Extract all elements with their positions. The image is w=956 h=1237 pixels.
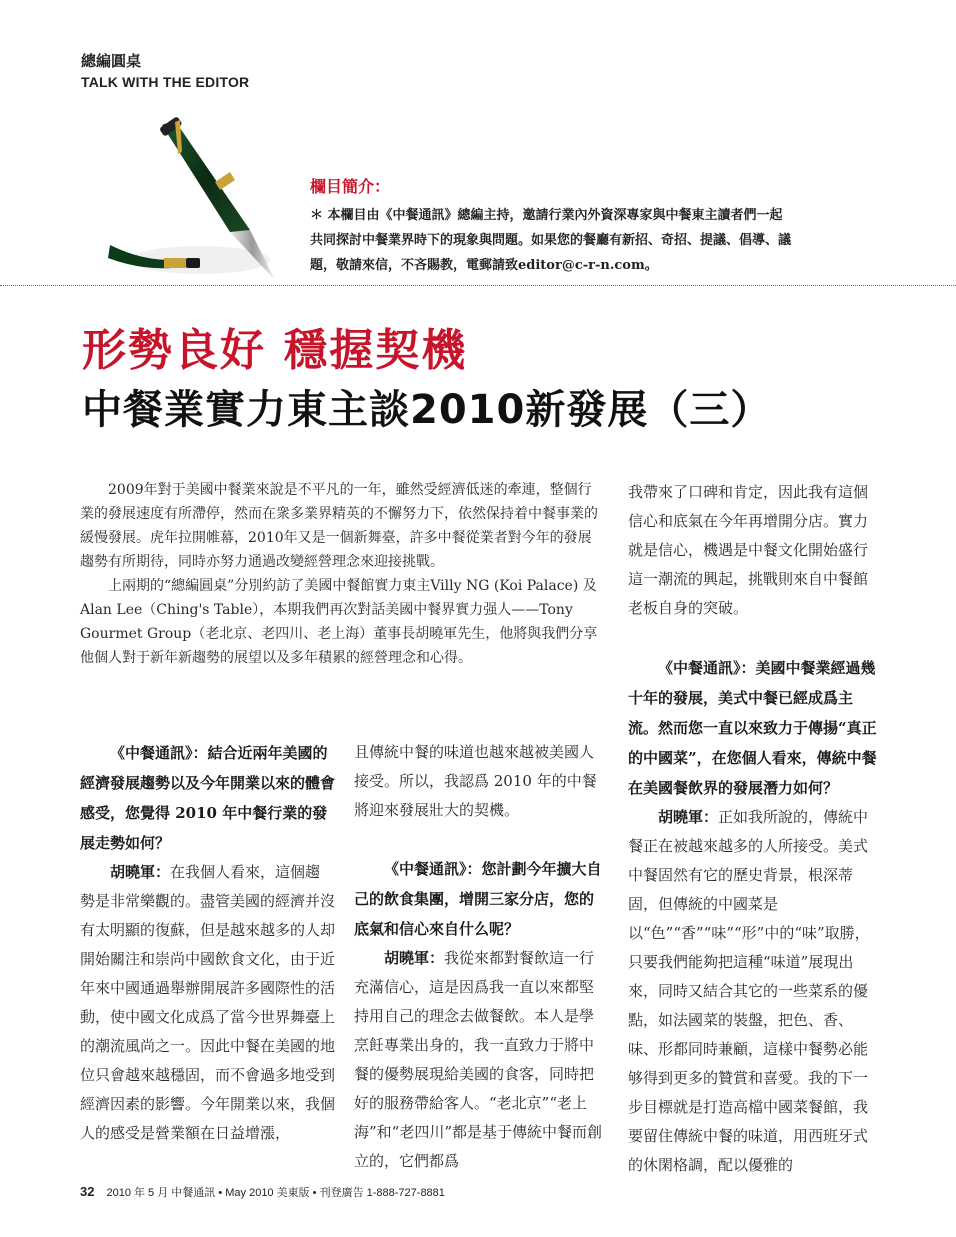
intro-heading: 欄目簡介： [310, 177, 391, 196]
answer-2 [354, 944, 604, 1176]
speaker-name: 胡曉軍： [658, 808, 719, 826]
answer-1-text: 在我個人看來，這個趨勢是非常樂觀的。盡管美國的經濟并沒有太明顯的復蘇，但是越來越多的人却開始關注和崇尚中國飲食文化，由于近年來中國通過舉辦開展許多國際性的活動，使中國文化成爲了當今世界舞臺上的潮流風尚之一。因此中餐在美國的地位只會越來越穩固，而不會過多地受到經濟因素的影響。今年開業以來，我個人的感受是營業額在日益增漲， [80, 863, 336, 1142]
answer-2-continued: 我帶來了口碑和肯定，因此我有這個信心和底氣在今年再增開分店。實力就是信心，機遇是中餐文化開始盛行這一潮流的興起，挑戰則來自中餐館老板自身的突破。 [628, 483, 869, 617]
footer-text: 2010 年 5 月 中餐通訊 • May 2010 美東版 • 刊登廣告 1-888-727-8881 [106, 1187, 445, 1199]
subheadline: 中餐業實力東主談2010新發展（三） [82, 387, 772, 433]
answer-2-text: 我從來都對餐飲這一行充滿信心，這是因爲我一直以來都堅持用自己的理念去做餐飲。本人是學烹飪專業出身的，我一直致力于將中餐的優勢展現給美國的食客，同時把好的服務帶給客人。“老北京”“老上海”和“老四川”都是基于傳統中餐而創立的，它們都爲 [354, 949, 603, 1170]
fountain-pen-icon [100, 110, 300, 290]
question-2: 《中餐通訊》：您計劃今年擴大自己的飲食集團，增開三家分店，您的底氣和信心來自什么呢？ [354, 860, 602, 938]
answer-1-continued: 且傳統中餐的味道也越來越被美國人接受。所以，我認爲 2010 年的中餐將迎來發展壯大的契機。 [354, 743, 597, 819]
page-number: 32 [80, 1184, 95, 1199]
divider [0, 285, 956, 286]
column-a [80, 738, 335, 1148]
section-title-en: TALK WITH THE EDITOR [81, 74, 250, 90]
column-intro [310, 174, 840, 278]
lead-paragraph [80, 478, 605, 670]
lead-paragraph-1: 2009年對于美國中餐業來說是不平凡的一年，雖然受經濟低迷的牽連，整個行業的發展速度有所滯停，然而在衆多業界精英的不懈努力下，依然保持着中餐事業的緩慢發展。虎年拉開帷幕，2010年又是一個新舞臺，許多中餐從業者對今年的發展趨勢有所期待，同時亦努力通過改變經營理念來迎接挑戰。 [80, 482, 598, 570]
question-3: 《中餐通訊》：美國中餐業經過幾十年的發展，美式中餐已經成爲主流。然而您一直以來致力于傳揚“真正的中國菜”，在您個人看來，傳統中餐在美國餐飲界的發展潛力如何？ [628, 659, 877, 797]
section-title-cn: 總編圓桌 [81, 52, 142, 70]
headline: 形勢良好 穩握契機 [82, 325, 468, 376]
speaker-name: 胡曉軍： [384, 949, 445, 967]
answer-3-text: 正如我所說的，傳統中餐正在被越來越多的人所接受。美式中餐固然有它的歷史背景，根深蒂固，但傳統的中國菜是以“色”“香”“味”“形”中的“味”取勝，只要我們能夠把這種“味道”展現出來，同時又結合其它的一些菜系的優點，如法國菜的裝盤，把色、香、味、形都同時兼顧，這樣中餐勢必能够得到更多的贊賞和喜愛。我的下一步目標就是打造高檔中國菜餐館，我要留住傳統中餐的味道，用西班牙式的休閑格調，配以優雅的 [628, 808, 870, 1174]
page-footer [80, 1184, 445, 1200]
intro-line: 共同探討中餐業界時下的現象與問題。如果您的餐廳有新招、奇招、提議、倡導、議 [310, 233, 792, 248]
column-b [354, 738, 604, 1176]
lead-paragraph-2: 上兩期的“總編圓桌”分別約訪了美國中餐館實力東主Villy NG (Koi Palace) 及Alan Lee（Ching's Table），本期我們再次對話美國中餐界實力强人——Tony Gourmet Group（老北京、老四川、老上海）董事長胡曉軍先生，他將與我們分享他個人對于新年新趨勢的展望以及多年積累的經營理念和心得。 [80, 578, 598, 666]
speaker-name: 胡曉軍： [110, 863, 171, 881]
answer-1 [80, 858, 335, 1148]
intro-line: 題，敬請來信，不吝賜教，電郵請致editor@c-r-n.com。 [310, 258, 658, 273]
answer-3 [628, 803, 878, 1180]
intro-line: ＊ 本欄目由《中餐通訊》總編主持，邀請行業內外資深專家與中餐東主讀者們一起 [310, 208, 783, 223]
question-1: 《中餐通訊》：結合近兩年美國的經濟發展趨勢以及今年開業以來的體會感受，您覺得 2010 年中餐行業的發展走勢如何？ [80, 744, 336, 852]
column-c [628, 478, 878, 1180]
